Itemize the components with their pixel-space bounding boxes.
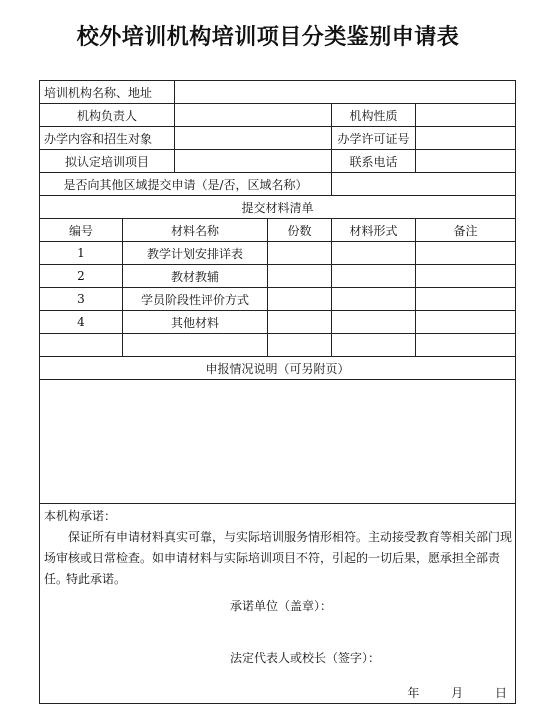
label-content-target: 办学内容和招生对象 xyxy=(40,127,175,150)
pledge-date xyxy=(379,683,507,704)
header-copies: 份数 xyxy=(268,219,332,242)
material-no: 3 xyxy=(40,288,123,311)
material-no: 4 xyxy=(40,311,123,334)
table-row xyxy=(40,242,516,265)
material-copies-field[interactable] xyxy=(268,265,332,288)
material-form-field[interactable] xyxy=(332,288,416,311)
material-form-field[interactable] xyxy=(332,311,416,334)
row-proposed-project xyxy=(40,150,516,173)
field-content-target[interactable] xyxy=(175,127,332,150)
field-contact-phone[interactable] xyxy=(416,150,516,173)
label-other-region: 是否向其他区域提交申请（是/否，区域名称） xyxy=(40,173,332,196)
table-row xyxy=(40,288,516,311)
header-no: 编号 xyxy=(40,219,123,242)
material-copies-field[interactable] xyxy=(268,288,332,311)
row-materials-header xyxy=(40,219,516,242)
material-remarks-field[interactable] xyxy=(416,242,516,265)
material-name: 其他材料 xyxy=(123,311,268,334)
date-year-label: 年 xyxy=(407,686,420,700)
material-remarks-field[interactable] xyxy=(416,265,516,288)
field-org-nature[interactable] xyxy=(416,104,516,127)
label-org-nature: 机构性质 xyxy=(332,104,416,127)
material-no: 1 xyxy=(40,242,123,265)
field-license-no[interactable] xyxy=(416,127,516,150)
pledge-block xyxy=(44,506,511,701)
row-other-region xyxy=(40,173,516,196)
material-form-field[interactable] xyxy=(332,334,416,357)
material-name: 教材教辅 xyxy=(123,265,268,288)
row-content-target xyxy=(40,127,516,150)
material-form-field[interactable] xyxy=(332,242,416,265)
header-remarks: 备注 xyxy=(416,219,516,242)
field-proposed-project[interactable] xyxy=(175,150,332,173)
material-name: 学员阶段性评价方式 xyxy=(123,288,268,311)
row-explanation-body xyxy=(40,380,516,504)
material-name-field[interactable] xyxy=(123,334,268,357)
material-name: 教学计划安排详表 xyxy=(123,242,268,265)
material-copies-field[interactable] xyxy=(268,311,332,334)
pledge-body: 保证所有申请材料真实可靠，与实际培训服务情形相符。主动接受教育等相关部门现场审核或日常检查。如申请材料与实际培训项目不符，引起的一切后果，愿承担全部责任。 xyxy=(44,530,513,586)
material-no: 2 xyxy=(40,265,123,288)
explanation-title: 申报情况说明（可另附页） xyxy=(40,357,516,380)
pledge-closing: 特此承诺。 xyxy=(66,572,127,586)
table-row-empty xyxy=(40,334,516,357)
material-form-field[interactable] xyxy=(332,265,416,288)
material-remarks-field[interactable] xyxy=(416,334,516,357)
header-material-name: 材料名称 xyxy=(123,219,268,242)
material-copies-field[interactable] xyxy=(268,334,332,357)
header-material-form: 材料形式 xyxy=(332,219,416,242)
material-remarks-field[interactable] xyxy=(416,311,516,334)
label-contact-phone: 联系电话 xyxy=(332,150,416,173)
field-org-name-address[interactable] xyxy=(175,81,516,104)
pledge-seal-label: 承诺单位（盖章）： xyxy=(230,599,333,613)
application-form-table xyxy=(39,80,516,704)
pledge-signature-label: 法定代表人或校长（签字）： xyxy=(230,651,381,665)
row-org-name xyxy=(40,81,516,104)
row-materials-title xyxy=(40,196,516,219)
material-copies-field[interactable] xyxy=(268,242,332,265)
row-explanation-title xyxy=(40,357,516,380)
field-other-region[interactable] xyxy=(332,173,516,196)
row-pledge xyxy=(40,504,516,704)
form-title: 校外培训机构培训项目分类鉴别申请表 xyxy=(76,24,460,50)
pledge-intro: 本机构承诺： xyxy=(44,509,117,523)
material-remarks-field[interactable] xyxy=(416,288,516,311)
material-no-field[interactable] xyxy=(40,334,123,357)
label-org-name-address: 培训机构名称、地址 xyxy=(40,81,175,104)
date-month-label: 月 xyxy=(451,686,464,700)
label-license-no: 办学许可证号 xyxy=(332,127,416,150)
field-org-head[interactable] xyxy=(175,104,332,127)
table-row xyxy=(40,311,516,334)
label-proposed-project: 拟认定培训项目 xyxy=(40,150,175,173)
pledge-cell xyxy=(40,504,516,704)
explanation-field[interactable] xyxy=(40,380,516,504)
row-org-head xyxy=(40,104,516,127)
table-row xyxy=(40,265,516,288)
label-org-head: 机构负责人 xyxy=(40,104,175,127)
date-day-label: 日 xyxy=(495,686,508,700)
materials-section-title: 提交材料清单 xyxy=(40,196,516,219)
